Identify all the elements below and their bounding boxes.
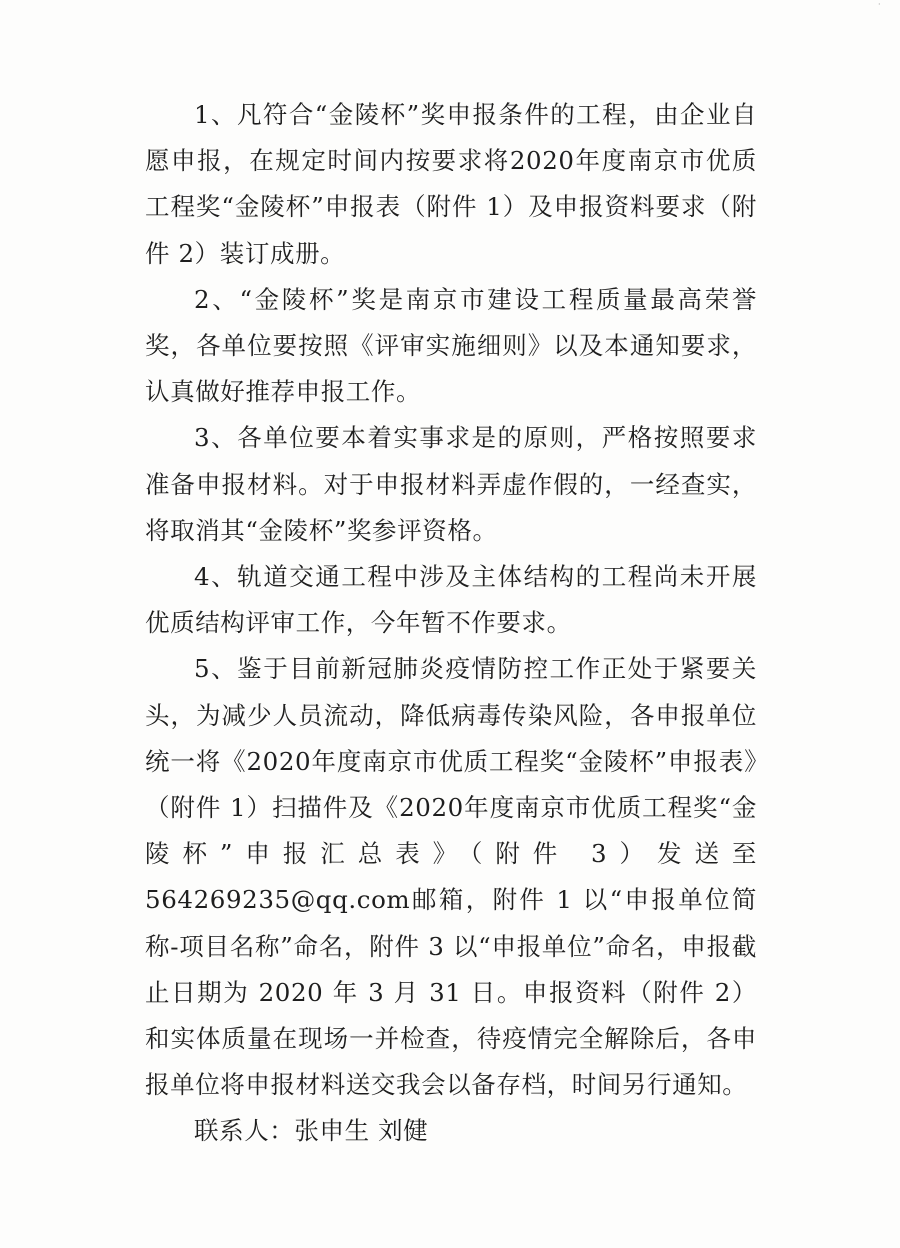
paragraph-4: 4、轨道交通工程中涉及主体结构的工程尚未开展优质结构评审工作，今年暂不作要求。 bbox=[145, 562, 757, 638]
paragraph-5: 5、鉴于目前新冠肺炎疫情防控工作正处于紧要关头，为减少人员流动，降低病毒传染风险，各申报单位统一将《2020年度南京市优质工程奖“金陵杯”申报表》（附件 1）扫描件及《2020年度南京市优质工程奖“金陵杯”申报汇总表》（附件 3）发送至564269235@qq.com邮箱，附件 1 以“申报单位简称-项目名称”命名，附件 3 以“申报单位”命名，申报截止日期为 2020 年 3 月 31 日。申报资料（附件 2）和实体质量在现场一并检查，待疫情完全解除后，各申报单位将申报材料送交我会以备存档，时间另行通知。 bbox=[145, 654, 757, 1100]
paragraph-2: 2、“金陵杯”奖是南京市建设工程质量最高荣誉奖，各单位要按照《评审实施细则》以及本通知要求，认真做好推荐申报工作。 bbox=[145, 284, 757, 407]
document-body bbox=[145, 92, 757, 1155]
scan-speck: · bbox=[878, 0, 881, 9]
contact-line: 联系人：张申生 刘健 bbox=[194, 1116, 429, 1146]
paragraph-1: 1、凡符合“金陵杯”奖申报条件的工程，由企业自愿申报，在规定时间内按要求将2020年度南京市优质工程奖“金陵杯”申报表（附件 1）及申报资料要求（附件 2）装订成册。 bbox=[145, 100, 757, 268]
paragraph-3: 3、各单位要本着实事求是的原则，严格按照要求准备申报材料。对于申报材料弄虚作假的，一经查实，将取消其“金陵杯”奖参评资格。 bbox=[145, 423, 757, 545]
